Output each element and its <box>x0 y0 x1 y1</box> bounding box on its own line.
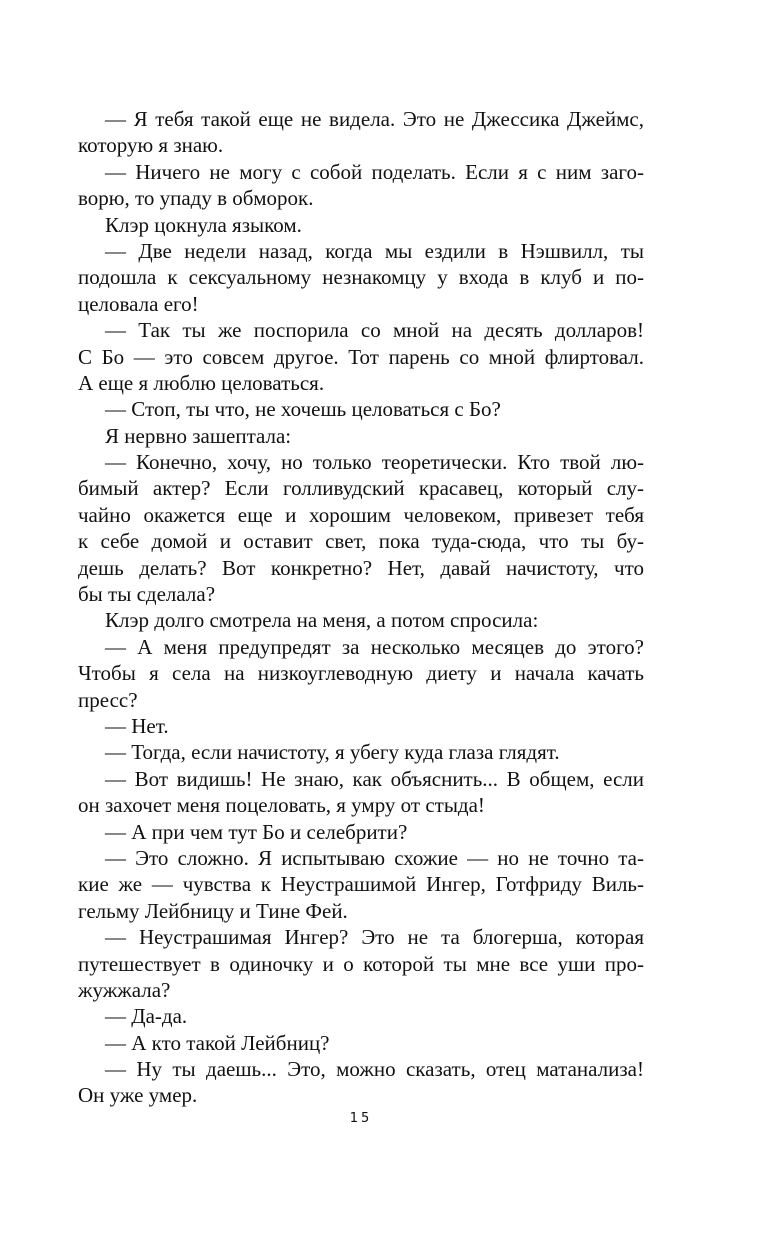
text-line: к себе домой и оставит свет, пока туда-сюда, что ты бу- <box>78 529 644 554</box>
text-line: — Тогда, если начистоту, я убегу куда глаза глядят. <box>105 740 560 765</box>
text-line: которую я знаю. <box>78 133 224 158</box>
text-line: путешествует в одиночку и о которой ты мне все уши про- <box>78 951 644 976</box>
text-line: — Я тебя такой еще не видела. Это не Джессика Джеймс, <box>105 107 644 131</box>
text-line: он захочет меня поцеловать, я умру от стыда! <box>78 793 485 818</box>
text-line: целовала его! <box>78 291 199 316</box>
text-line: ворю, то упаду в обморок. <box>78 186 314 211</box>
text-line: — Так ты же поспорила со мной на десять долларов! <box>105 318 644 343</box>
text-line: — А кто такой Лейбниц? <box>105 1030 330 1055</box>
text-line: — Ну ты даешь... Это, можно сказать, отец матанализа! <box>105 1057 644 1082</box>
page-text-body <box>78 106 644 1109</box>
text-line: дешь делать? Вот конкретно? Нет, давай начистоту, что <box>78 555 644 580</box>
text-line: — Это сложно. Я испытываю схожие — но не точно та- <box>105 845 644 870</box>
text-line: — Нет. <box>105 713 169 738</box>
text-line: Я нервно зашептала: <box>105 423 292 448</box>
text-line: — А при чем тут Бо и селебрити? <box>105 819 408 844</box>
text-line: чайно окажется еще и хорошим человеком, привезет тебя <box>78 502 644 527</box>
page-number: 15 <box>349 1111 373 1126</box>
text-line: — А меня предупредят за несколько месяцев до этого? <box>105 634 644 659</box>
text-line: пресс? <box>78 687 138 712</box>
text-line: Он уже умер. <box>78 1083 198 1108</box>
text-line: жужжала? <box>78 977 171 1002</box>
text-line: подошла к сексуальному незнакомцу у входа в клуб и по- <box>78 265 644 290</box>
text-line: — Вот видишь! Не знаю, как объяснить... В общем, если <box>105 766 644 791</box>
text-line: — Неустрашимая Ингер? Это не та блогерша, которая <box>105 925 644 950</box>
text-line: — Ничего не могу с собой поделать. Если я с ним заго- <box>105 159 644 184</box>
text-line: Клэр долго смотрела на меня, а потом спросила: <box>105 608 539 633</box>
text-line: С Бо — это совсем другое. Тот парень со мной флиртовал. <box>78 344 644 369</box>
text-line: гельму Лейбницу и Тине Фей. <box>78 898 348 923</box>
text-line: бимый актер? Если голливудский красавец, который слу- <box>78 476 644 501</box>
text-line: кие же — чувства к Неустрашимой Ингер, Готфриду Виль- <box>78 872 644 897</box>
text-line: — Две недели назад, когда мы ездили в Нэшвилл, ты <box>105 238 644 263</box>
text-line: Чтобы я села на низкоуглеводную диету и начала качать <box>78 661 644 686</box>
text-line: бы ты сделала? <box>78 582 216 607</box>
text-line: Клэр цокнула языком. <box>105 212 302 237</box>
text-line: А еще я люблю целоваться. <box>78 370 325 395</box>
text-line: — Конечно, хочу, но только теоретически. Кто твой лю- <box>105 450 644 475</box>
text-line: — Стоп, ты что, не хочешь целоваться с Бо? <box>105 397 501 422</box>
text-line: — Да-да. <box>105 1004 188 1029</box>
